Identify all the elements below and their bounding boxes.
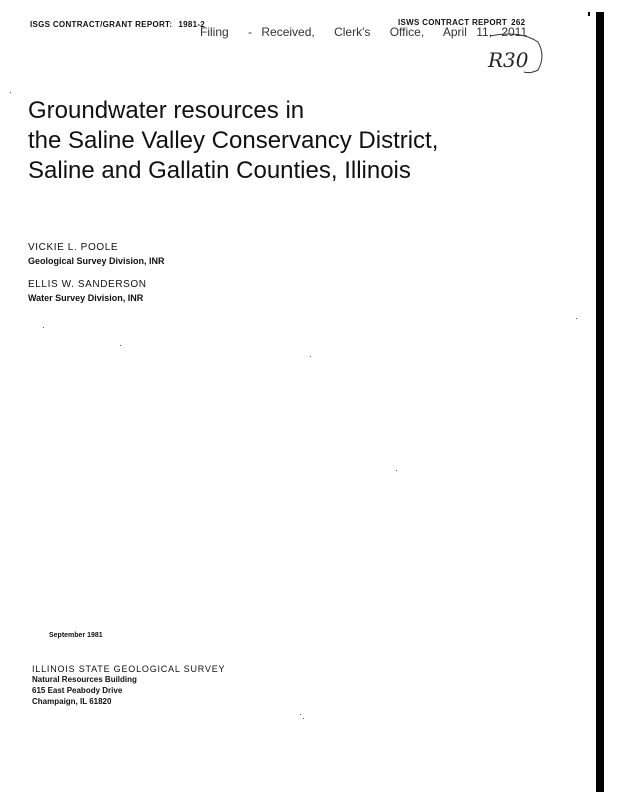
scan-speck (43, 327, 44, 328)
author-name: VICKIE L. POOLE (28, 242, 119, 253)
isgs-report-label: ISGS CONTRACT/GRANT REPORT: (30, 20, 173, 29)
title-line: the Saline Valley Conservancy District, (28, 127, 439, 154)
scan-edge-mark (588, 12, 590, 16)
isgs-report-header (30, 20, 205, 29)
author-affiliation: Water Survey Division, INR (28, 293, 144, 303)
scan-speck (120, 345, 121, 346)
stamp-part: Clerk's (334, 25, 371, 39)
publisher-address-line: 615 East Peabody Drive (32, 686, 123, 695)
isgs-report-number: 1981-2 (178, 20, 206, 29)
stamp-part: April 11, 2011 (442, 25, 528, 39)
author-name: ELLIS W. SANDERSON (28, 279, 147, 290)
publication-date: September 1981 (49, 632, 103, 639)
publisher-address-line: Natural Resources Building (32, 675, 137, 684)
publisher-name: ILLINOIS STATE GEOLOGICAL SURVEY (32, 664, 226, 674)
author-affiliation: Geological Survey Division, INR (28, 256, 165, 266)
stamp-part: - Received, (248, 25, 315, 39)
scan-speck (300, 714, 301, 715)
scan-edge-shadow (596, 12, 604, 792)
title-line: Saline and Gallatin Counties, Illinois (28, 157, 411, 184)
stamp-part: Office, (389, 25, 425, 39)
publisher-address-line: Champaign, IL 61820 (32, 697, 112, 706)
title-line: Groundwater resources in (28, 97, 305, 124)
scan-speck (310, 356, 311, 357)
isws-report-label: ISWS CONTRACT REPORT (398, 18, 508, 27)
isws-report-number: 262 (511, 18, 526, 27)
scan-speck (576, 318, 577, 319)
document-title (28, 96, 528, 186)
stamp-part: Filing (200, 25, 229, 39)
scan-speck (10, 92, 11, 93)
scan-speck (396, 470, 397, 471)
handwritten-mark: R30 (488, 48, 529, 72)
scan-speck (303, 718, 304, 719)
